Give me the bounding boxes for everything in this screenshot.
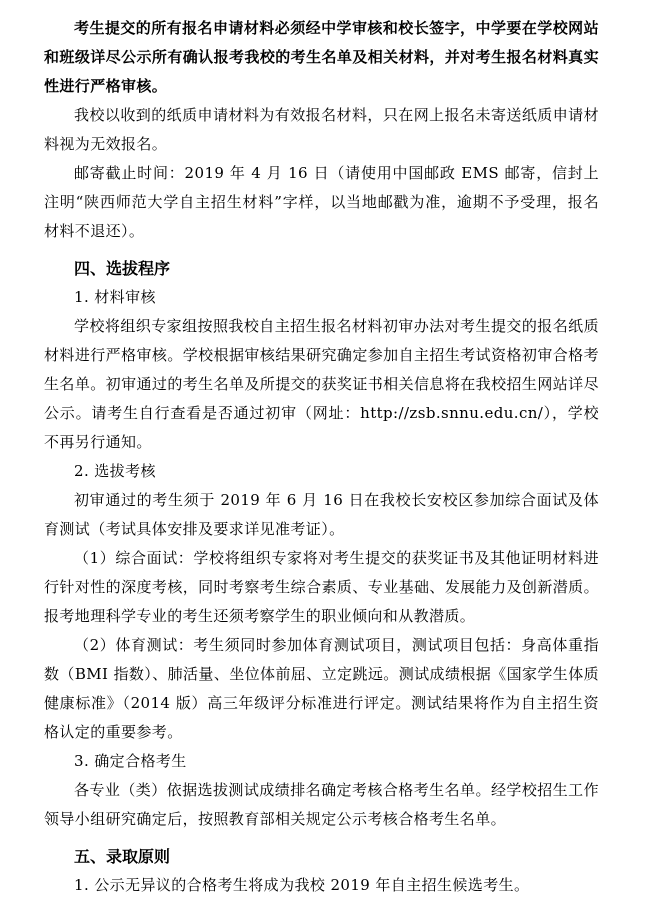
section-heading-selection-procedure: 四、选拔程序 bbox=[74, 259, 171, 278]
item-text-admission-candidates: 1. 公示无异议的合格考生将成为我校 2019 年自主招生候选考生。 bbox=[74, 876, 530, 894]
item-title-selection-assessment: 2. 选拔考核 bbox=[74, 462, 156, 480]
item-text-selection-assessment: 初审通过的考生须于 2019 年 6 月 16 日在我校长安校区参加综合面试及体育测试（考试具体安排及要求详见准考证）。 bbox=[44, 491, 599, 538]
item-title-qualified-candidates: 3. 确定合格考生 bbox=[74, 752, 187, 770]
section-heading-admission-principles: 五、录取原则 bbox=[74, 847, 171, 866]
item-text-interview: （1）综合面试：学校将组织专家将对考生提交的获奖证书及其他证明材料进行针对性的深度考核，同时考察考生综合素质、专业基础、发展能力及创新潜质。报考地理科学专业的考生还须考察学生的职业倾向和从教潜质。 bbox=[44, 549, 599, 625]
paragraph-paper-material-validity: 我校以收到的纸质申请材料为有效报名材料，只在网上报名未寄送纸质申请材料视为无效报名。 bbox=[44, 106, 599, 153]
item-text-qualified-candidates: 各专业（类）依据选拔测试成绩排名确定考核合格考生名单。经学校招生工作领导小组研究确定后，按照教育部相关规定公示考核合格考生名单。 bbox=[44, 781, 599, 828]
paragraph-material-review-requirement: 考生提交的所有报名申请材料必须经中学审核和校长签字，中学要在学校网站和班级详尽公示所有确认报考我校的考生名单及相关材料，并对考生报名材料真实性进行严格审核。 bbox=[44, 19, 599, 95]
item-text-material-review: 学校将组织专家组按照我校自主招生报名材料初审办法对考生提交的报名纸质材料进行严格审核。学校根据审核结果研究确定参加自主招生考试资格初审合格考生名单。初审通过的考生名单及所提交的获奖证书相关信息将在我校招生网站详尽公示。请考生自行查看是否通过初审（网址：http://zsb.snnu.edu.cn/），学校不再另行通知。 bbox=[44, 317, 599, 451]
item-title-material-review: 1. 材料审核 bbox=[74, 288, 156, 306]
item-text-physical-test: （2）体育测试：考生须同时参加体育测试项目，测试项目包括：身高体重指数（BMI 指数）、肺活量、坐位体前屈、立定跳远。测试成绩根据《国家学生体质健康标准》（2014 版）高三年级评分标准进行评定。测试结果将作为自主招生资格认定的重要参考。 bbox=[44, 636, 599, 741]
paragraph-mailing-deadline: 邮寄截止时间：2019 年 4 月 16 日（请使用中国邮政 EMS 邮寄，信封上注明“陕西师范大学自主招生材料”字样，以当地邮戳为准，逾期不予受理，报名材料不退还）。 bbox=[44, 164, 599, 240]
